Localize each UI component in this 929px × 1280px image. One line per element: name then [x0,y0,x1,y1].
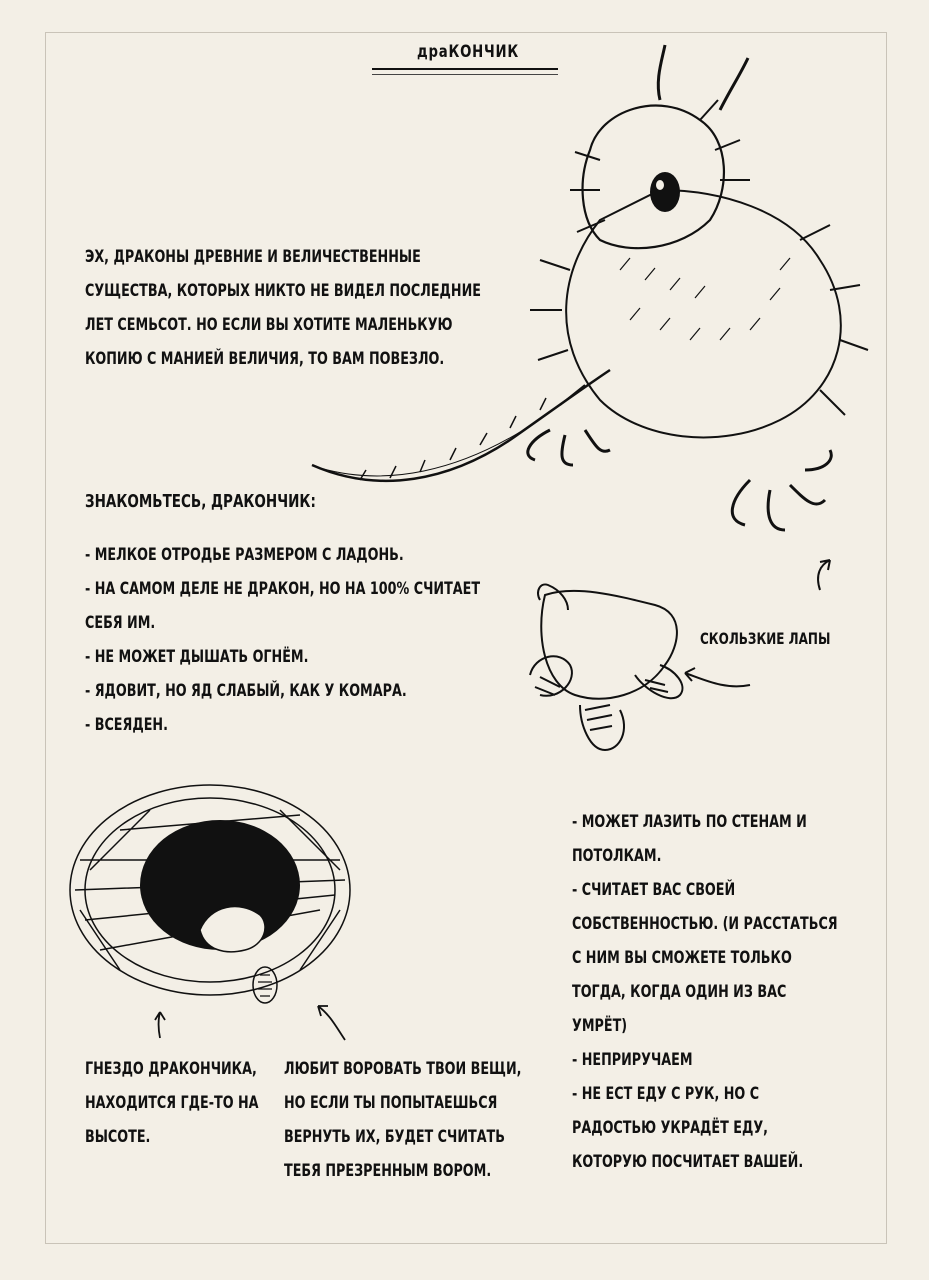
fact2-line: ТОГДА, КОГДА ОДИН ИЗ ВАС [572,982,787,1002]
nest-illustration [60,770,360,1050]
fact2-line: УМРЁТ) [572,1016,628,1036]
intro-line: КОПИЮ С МАНИЕЙ ВЕЛИЧИЯ, ТО ВАМ ПОВЕЗЛО. [85,349,445,369]
nest-caption-line: ГНЕЗДО ДРАКОНЧИКА, [85,1059,257,1079]
paw-label: СКОЛЬЗКИЕ ЛАПЫ [700,629,831,648]
fact2-line: - СЧИТАЕТ ВАС СВОЕЙ [572,880,736,900]
nest-caption [85,1052,259,1154]
fact2-line: С НИМ ВЫ СМОЖЕТЕ ТОЛЬКО [572,948,792,968]
fact-line: СЕБЯ ИМ. [85,613,156,633]
facts2-list [572,805,838,1179]
fact-line: - ЯДОВИТ, НО ЯД СЛАБЫЙ, КАК У КОМАРА. [85,681,407,701]
nest-caption-line: НАХОДИТСЯ ГДЕ-ТО НА [85,1093,259,1113]
paw-illustration [515,555,845,765]
steal-caption [284,1052,521,1188]
fact-line: - ВСЕЯДЕН. [85,715,168,735]
steal-caption-line: НО ЕСЛИ ТЫ ПОПЫТАЕШЬСЯ [284,1093,498,1113]
nest-caption-line: ВЫСОТЕ. [85,1127,151,1147]
fact2-line: СОБСТВЕННОСТЬЮ. (И РАССТАТЬСЯ [572,914,838,934]
intro-line: СУЩЕСТВА, КОТОРЫХ НИКТО НЕ ВИДЕЛ ПОСЛЕДНИЕ [85,281,481,301]
steal-caption-line: ВЕРНУТЬ ИХ, БУДЕТ СЧИТАТЬ [284,1127,505,1147]
fact-line: - НА САМОМ ДЕЛЕ НЕ ДРАКОН, НО НА 100% СЧИТАЕТ [85,579,481,599]
fact2-line: - МОЖЕТ ЛАЗИТЬ ПО СТЕНАМ И [572,812,807,832]
intro-text [85,240,481,376]
steal-caption-line: ТЕБЯ ПРЕЗРЕННЫМ ВОРОМ. [284,1161,492,1181]
fact2-line: КОТОРУЮ ПОСЧИТАЕТ ВАШЕЙ. [572,1152,804,1172]
intro-line: ЭХ, ДРАКОНЫ ДРЕВНИЕ И ВЕЛИЧЕСТВЕННЫЕ [85,247,421,267]
page-title: драКОНЧИК [416,42,520,62]
fact2-line: - НЕ ЕСТ ЕДУ С РУК, НО С [572,1084,760,1104]
fact2-line: ПОТОЛКАМ. [572,846,662,866]
meet-heading: ЗНАКОМЬТЕСЬ, ДРАКОНЧИК: [85,491,316,512]
fact2-line: РАДОСТЬЮ УКРАДЁТ ЕДУ, [572,1118,768,1138]
steal-caption-line: ЛЮБИТ ВОРОВАТЬ ТВОИ ВЕЩИ, [284,1059,522,1079]
fact2-line: - НЕПРИРУЧАЕМ [572,1050,693,1070]
intro-line: ЛЕТ СЕМЬСОТ. НО ЕСЛИ ВЫ ХОТИТЕ МАЛЕНЬКУЮ [85,315,453,335]
fact-line: - МЕЛКОЕ ОТРОДЬЕ РАЗМЕРОМ С ЛАДОНЬ. [85,545,404,565]
facts-list [85,538,480,742]
fact-line: - НЕ МОЖЕТ ДЫШАТЬ ОГНЁМ. [85,647,309,667]
